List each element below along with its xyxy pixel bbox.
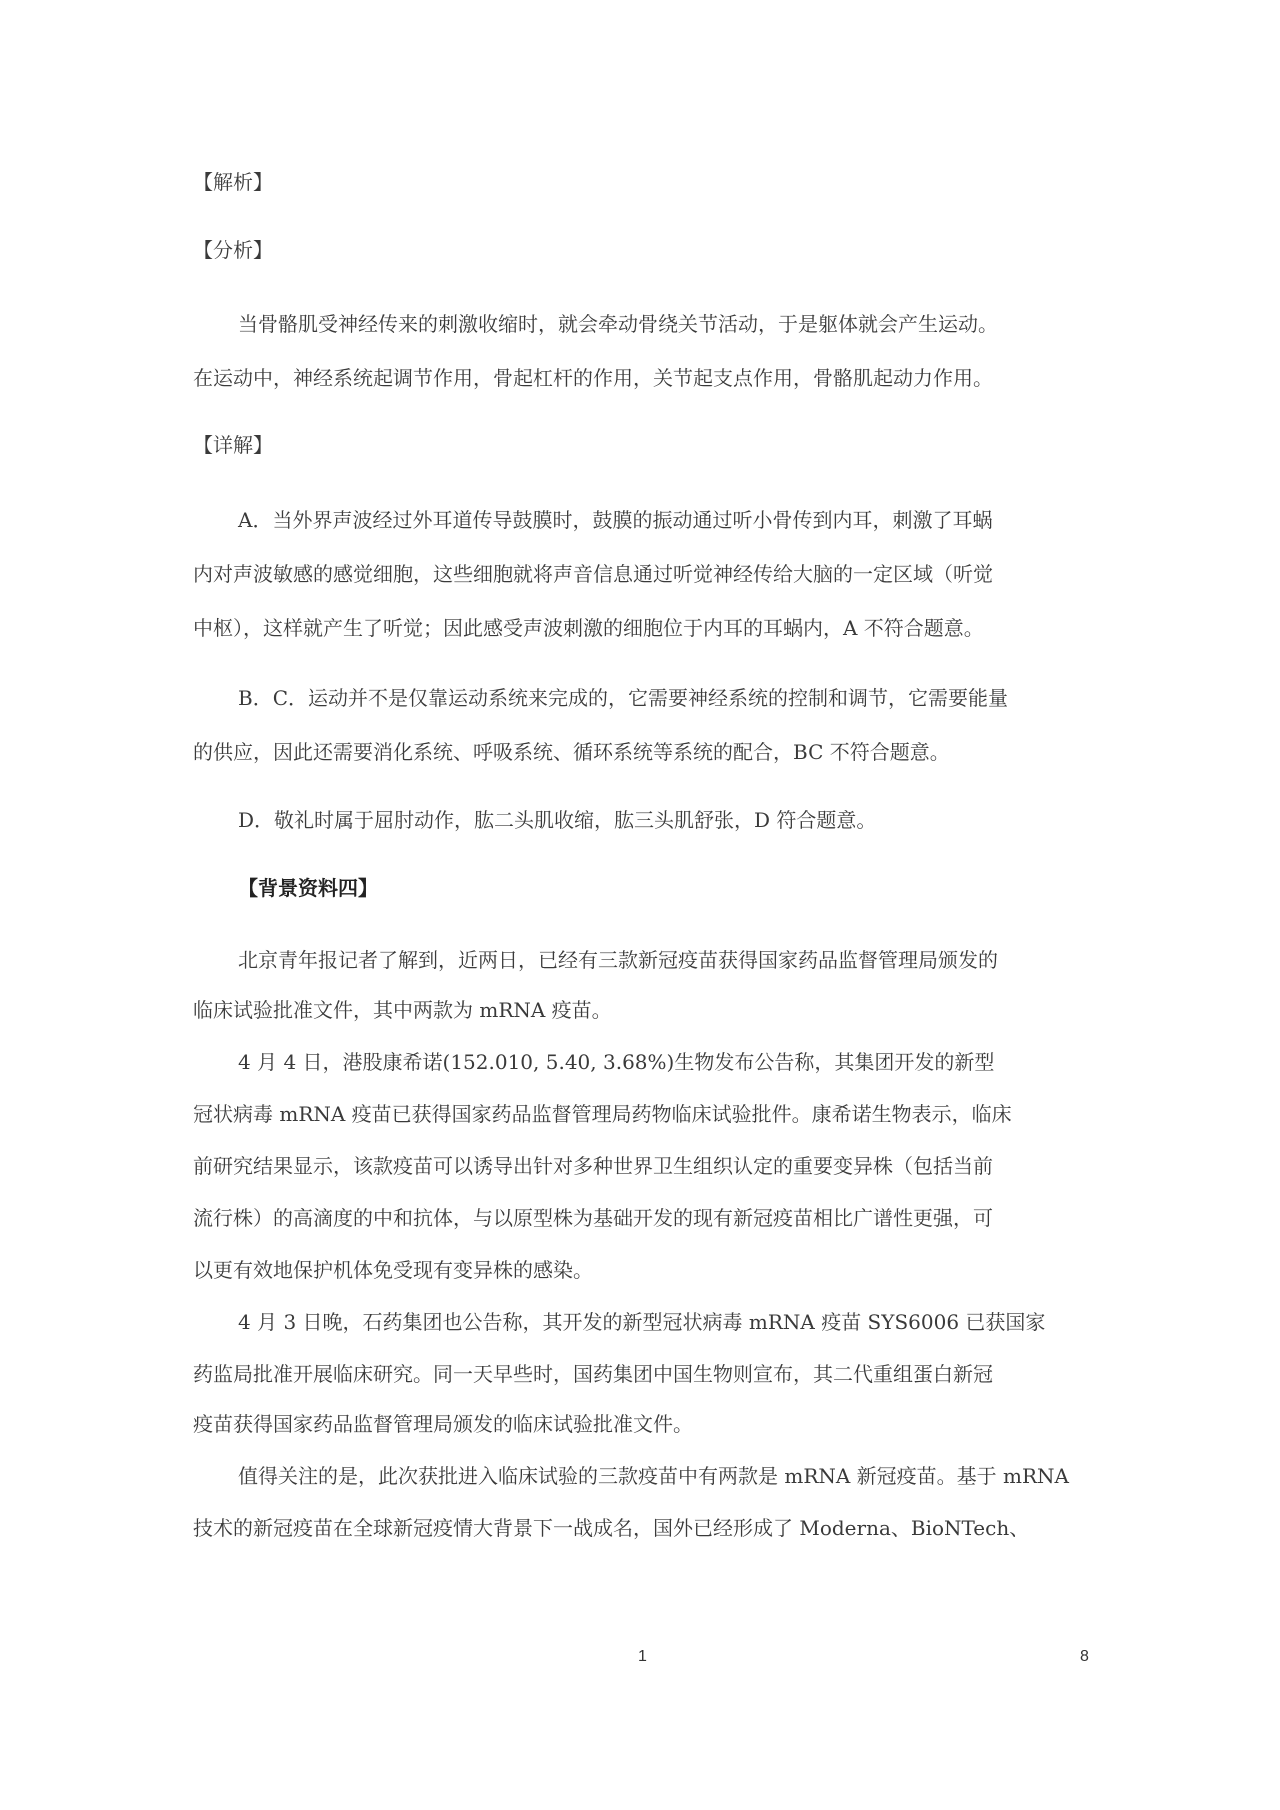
option-bc-line-2: 的供应，因此还需要消化系统、呼吸系统、循环系统等系统的配合，BC 不符合题意。 [193, 740, 950, 764]
option-a-line-1: A．当外界声波经过外耳道传导鼓膜时，鼓膜的振动通过听小骨传到内耳，刺激了耳蜗 [238, 508, 993, 532]
heading-fenxi: 【分析】 [193, 238, 273, 262]
heading-jiexi: 【解析】 [193, 170, 273, 194]
heading-xiangjie: 【详解】 [193, 433, 273, 457]
bg-p2-line-1: 4 月 4 日，港股康希诺(152.010, 5.40, 3.68%)生物发布公告称，其集团开发的新型 [238, 1050, 995, 1074]
fenxi-line-1: 当骨骼肌受神经传来的刺激收缩时，就会牵动骨绕关节活动，于是躯体就会产生运动。 [238, 312, 998, 336]
bg-p4-line-2: 技术的新冠疫苗在全球新冠疫情大背景下一战成名，国外已经形成了 Moderna、BioNTech、 [193, 1516, 1030, 1540]
bg-p3-line-3: 疫苗获得国家药品监督管理局颁发的临床试验批准文件。 [193, 1412, 693, 1436]
bg-p2-line-2: 冠状病毒 mRNA 疫苗已获得国家药品监督管理局药物临床试验批件。康希诺生物表示，临床 [193, 1102, 1012, 1126]
bg-p1-line-1: 北京青年报记者了解到，近两日，已经有三款新冠疫苗获得国家药品监督管理局颁发的 [238, 948, 998, 972]
bg-p3-line-2: 药监局批准开展临床研究。同一天早些时，国药集团中国生物则宣布，其二代重组蛋白新冠 [193, 1362, 993, 1386]
bg-p2-line-5: 以更有效地保护机体免受现有变异株的感染。 [193, 1258, 593, 1282]
page-number-left: 1 [638, 1648, 647, 1665]
bg-p1-line-2: 临床试验批准文件，其中两款为 mRNA 疫苗。 [193, 998, 612, 1022]
bg-p3-line-1: 4 月 3 日晚，石药集团也公告称，其开发的新型冠状病毒 mRNA 疫苗 SYS6006 已获国家 [238, 1310, 1046, 1334]
option-d-line: D．敬礼时属于屈肘动作，肱二头肌收缩，肱三头肌舒张，D 符合题意。 [238, 808, 877, 832]
option-bc-line-1: B．C．运动并不是仅靠运动系统来完成的，它需要神经系统的控制和调节，它需要能量 [238, 686, 1008, 710]
option-a-line-3: 中枢），这样就产生了听觉；因此感受声波刺激的细胞位于内耳的耳蜗内，A 不符合题意。 [193, 616, 984, 640]
bg-p2-line-3: 前研究结果显示，该款疫苗可以诱导出针对多种世界卫生组织认定的重要变异株（包括当前 [193, 1154, 993, 1178]
option-a-line-2: 内对声波敏感的感觉细胞，这些细胞就将声音信息通过听觉神经传给大脑的一定区域（听觉 [193, 562, 993, 586]
background-title: 【背景资料四】 [238, 876, 378, 900]
bg-p2-line-4: 流行株）的高滴度的中和抗体，与以原型株为基础开发的现有新冠疫苗相比广谱性更强，可 [193, 1206, 993, 1230]
bg-p4-line-1: 值得关注的是，此次获批进入临床试验的三款疫苗中有两款是 mRNA 新冠疫苗。基于 mRNA [238, 1464, 1070, 1488]
fenxi-line-2: 在运动中，神经系统起调节作用，骨起杠杆的作用，关节起支点作用，骨骼肌起动力作用。 [193, 366, 993, 390]
page-number-right: 8 [1080, 1648, 1089, 1665]
